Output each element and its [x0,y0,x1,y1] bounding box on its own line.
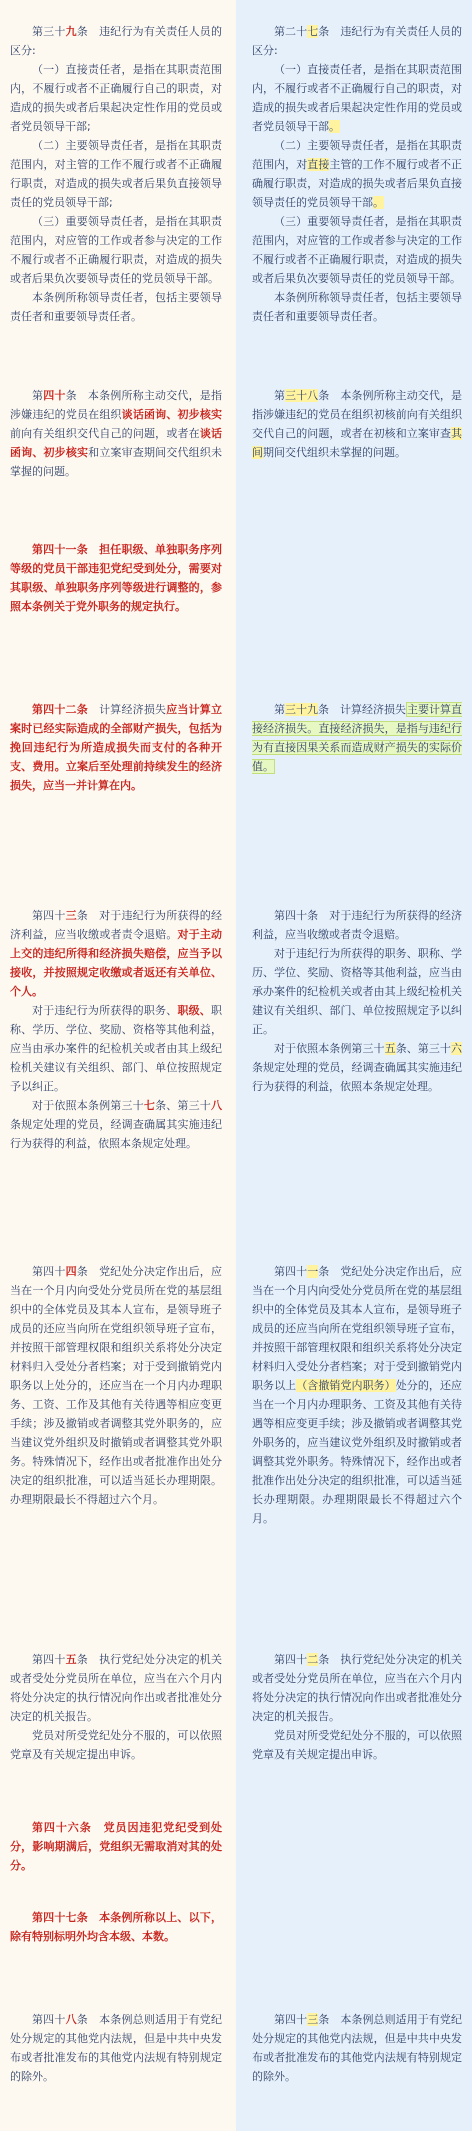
highlighted-text: 二 [307,1653,319,1666]
paragraph [10,906,222,1001]
changed-text: 三 [65,909,77,922]
highlighted-text: 三十九 [285,703,318,716]
right-column [236,0,472,2131]
text: 第二十 [274,25,308,38]
text: （二）主要领导责任者，是指在其职责范围内，对 [252,139,462,171]
paragraph [10,1001,222,1096]
text: 条规定处理的党员，经调查确属其实施违纪行为获得的利益，依照本条规定处理。 [252,1061,462,1093]
text: 和立案审查期间交代组织未掌握的问题。 [10,446,223,478]
changed-text: 八 [211,1099,222,1112]
changed-text: 应当计算立案时已经实际造成的全部财产损失，包括为挽回违纪行为所造成损失而支付的各种开支、费用。立案后至处理前持续发生的经济损失，应当一并计算在内。 [10,703,222,792]
paragraph: （三）重要领导责任者，是指在其职责范围内，对应管的工作或者参与决定的工作不履行或者不正确履行职责，对造成的损失或者后果负次要领导责任的党员领导干部。 [252,215,462,285]
paragraph [252,136,462,212]
paragraph: （一）直接责任者，是指在其职责范围内，不履行或者不正确履行自己的职责，对造成的损失或者后果起决定性作用的党员或者党员领导干部; [10,63,222,133]
paragraph: 本条例所称领导责任者，包括主要领导责任者和重要领导责任者。 [252,291,462,323]
text: 前向有关组织交代自己的问题，或者在 [10,427,200,440]
changed-text: 五 [65,1653,77,1666]
text: 条 执行党纪处分决定的机关或者受处分党员所在单位，应当在六个月内将处分决定的执行情况向作出或者批准处分决定的机关报告。 [10,1653,222,1723]
paragraph: 本条例所称领导责任者，包括主要领导责任者和重要领导责任者。 [10,291,222,323]
text: 条 本条例总则适用于有党纪处分规定的其他党内法规，但是中共中央发布或者批准发布的其他党内法规有特别规定的除外。 [252,2013,462,2083]
left-article-40 [0,386,236,481]
paragraph [10,700,222,795]
highlighted-text: 三 [307,2013,319,2026]
highlighted-text: 五 [384,1042,396,1055]
text: 职称、学历、学位、奖励、资格等其他利益，应当由承办案件的纪检机关或者由其上级纪检机关建议有关组织、部门、单位按照规定予以纠正。 [10,1004,222,1093]
deleted-text: 主要计算直接经济损失。直接经济损失，是指与违纪行为有直接因果关系而造成财产损失的实际价值。 [252,703,462,773]
paragraph: （三）重要领导责任者，是指在其职责范围内，对应管的工作或者参与决定的工作不履行或者不正确履行职责，对造成的损失或者后果负次要领导责任的党员领导干部。 [10,215,222,285]
text: 第四十 [32,1265,66,1278]
left-article-48 [0,2010,236,2086]
paragraph [10,1096,222,1153]
text: 条 本条例总则适用于有党纪处分规定的其他党内法规，但是中共中央发布或者批准发布的其他党内法规有特别规定的除外。 [10,2013,222,2083]
paragraph [252,386,462,462]
paragraph [252,700,462,776]
paragraph [252,60,462,136]
text: 第三十 [32,25,66,38]
paragraph [252,1650,462,1726]
paragraph [10,386,222,481]
text: 第四十 [32,909,66,922]
right-article-33 [236,2010,472,2086]
highlighted-text: 一 [307,1265,319,1278]
right-article-28 [236,386,472,462]
changed-text: 职级、 [177,1004,211,1017]
text: 条 违纪行为有关责任人员的区分: [10,25,222,57]
right-article-29 [236,700,472,776]
text: 第四十 [274,1653,308,1666]
text: 条 本条例所称主动交代，是指涉嫌违纪的党员在组织初核前向有关组织交代自己的问题，或者在初核和立案审查 [252,389,462,440]
paragraph: 第四十条 对于违纪行为所获得的经济利益，应当收缴或者责令退赔。 [252,909,462,941]
left-article-45 [0,1650,236,1764]
changed-text: 八 [65,2013,77,2026]
text: 期间交代组织未掌握的问题。 [263,446,406,459]
paragraph [252,1039,462,1096]
text: 第四十 [32,1653,66,1666]
article-heading [252,22,462,60]
text: 条 执行党纪处分决定的机关或者受处分党员所在单位，应当在六个月内将处分决定的执行情况向作出或者批准处分决定的机关报告。 [252,1653,462,1723]
new-article: 第四十一条 担任职级、单独职务序列等级的党员干部违犯党纪受到处分，需要对其职级、单独职务序列等级进行调整的，参照本条例关于党外职务的规定执行。 [10,543,222,613]
text: 第 [32,389,44,402]
highlighted-text: 。 [373,196,384,209]
changed-text: 四十 [43,389,66,402]
changed-text: 谈话函询、初步核实 [121,408,223,421]
left-article-42 [0,700,236,795]
highlighted-text: 直接 [307,158,330,171]
highlighted-text: 。 [329,120,340,133]
new-article: 第四十七条 本条例所称以上、以下，除有特别标明外均含本级、本数。 [10,1911,222,1943]
right-article-32 [236,1650,472,1764]
highlighted-text: （含撤销党内职务） [296,1379,396,1392]
right-article-27 [236,22,472,326]
text: 条 本条例所称主动交代，是指涉嫌违纪的党员在组织 [10,389,222,421]
text: 条、第三十 [155,1099,211,1112]
left-article-46 [0,1818,236,1875]
highlighted-text: 其间 [252,427,462,459]
new-article: 第四十六条 党员因违犯党纪受到处分，影响期满后，党组织无需取消对其的处分。 [10,1821,222,1872]
text: 计算经济损失 [87,703,167,716]
paragraph: 对于违纪行为所获得的职务、职称、学历、学位、奖励、资格等其他利益，应当由承办案件的纪检机关或者由其上级纪检机关建议有关组织、部门、单位按照规定予以纠正。 [252,947,462,1036]
article-heading [10,22,222,60]
text: 主管的工作不履行或者不正确履行职责，对造成的损失或者后果负直接领导责任的党员领导干部 [252,158,463,209]
left-article-39 [0,22,236,326]
changed-text: 对于主动上交的违纪所得和经济损失赔偿，应当予以接收，并按照规定收缴或者返还有关单位、个人。 [10,928,222,998]
right-article-30 [236,906,472,1096]
highlighted-text: 三十八 [285,389,319,402]
text: 第四十 [274,2013,308,2026]
text: 对于违纪行为所获得的职务、 [32,1004,178,1017]
text: 第 [274,703,285,716]
text: 条规定处理的党员，经调查确属其实施违纪行为获得的利益，依照本条规定处理。 [10,1118,222,1150]
paragraph: 党员对所受党纪处分不服的，可以依照党章及有关规定提出申诉。 [252,1729,462,1761]
left-article-43 [0,906,236,1153]
paragraph [10,2010,222,2086]
changed-text: 第四十二条 [32,703,88,716]
text: 第 [274,389,286,402]
text: 条 计算经济损失 [318,703,406,716]
text: 第四十 [274,1265,308,1278]
left-article-41 [0,540,236,616]
highlighted-text: 七 [307,25,319,38]
right-article-31 [236,1262,472,1528]
changed-text: 九 [65,25,77,38]
paragraph [252,2010,462,2086]
paragraph [252,1262,462,1528]
text: 第四十 [32,2013,66,2026]
changed-text: 七 [143,1099,156,1112]
highlighted-text: 六 [451,1042,462,1055]
left-article-47 [0,1908,236,1946]
text: 条 对于违纪行为所获得的经济利益，应当收缴或者责令退赔。 [10,909,222,941]
paragraph [10,1650,222,1726]
changed-text: 四 [65,1265,77,1278]
changed-text: 谈话函询、初步核实 [10,427,223,459]
paragraph [10,1262,222,1509]
text: 处分的，还应当在一个月内办理职务、工资及其他有关待遇等相应变更手续；涉及撤销或者调整其党外职务的，应当建议党外组织及时撤销或者调整其党外职务。特殊情况下，经作出或者批准作出处分决定的组织批准，可以适当延长办理期限。办理期限最长不得超过六个月。 [252,1379,463,1525]
paragraph: （二）主要领导责任者，是指在其职责范围内，对主管的工作不履行或者不正确履行职责，对造成的损失或者后果负直接领导责任的党员领导干部; [10,139,222,209]
text: 条 党纪处分决定作出后，应当在一个月内向受处分党员所在党的基层组织中的全体党员及其本人宣布，是领导班子成员的还应当向所在党组织领导班子宣布，并按照干部管理权限和组织关系将处分决定材料归入受处分者档案；对于受到撤销党内职务以上处分的，还应当在一个月内办理职务、工资、工作及其他有关待遇等相应变更手续；涉及撤销或者调整其党外职务的，应当建议党外组织及时撤销或者调整其党外职务。特殊情况下，经作出或者批准作出处分决定的组织批准，可以适当延长办理期限。办理期限最长不得超过六个月。 [10,1265,222,1506]
text: 条 党纪处分决定作出后，应当在一个月内向受处分党员所在党的基层组织中的全体党员及其本人宣布，是领导班子成员的还应当向所在党组织领导班子宣布，并按照干部管理权限和组织关系将处分决定材料归入受处分者档案；对于受到撤销党内职务以上 [252,1265,462,1392]
left-article-44 [0,1262,236,1509]
paragraph: 党员对所受党纪处分不服的，可以依照党章及有关规定提出申诉。 [10,1729,222,1761]
text: 条 违纪行为有关责任人员的区分: [252,25,462,57]
text: 条、第三十 [395,1042,451,1055]
text: 对于依照本条例第三十 [274,1042,385,1055]
text: （一）直接责任者，是指在其职责范围内，不履行或者不正确履行自己的职责，对造成的损失或者后果起决定性作用的党员或者党员领导干部 [252,63,462,133]
text: 对于依照本条例第三十 [32,1099,144,1112]
